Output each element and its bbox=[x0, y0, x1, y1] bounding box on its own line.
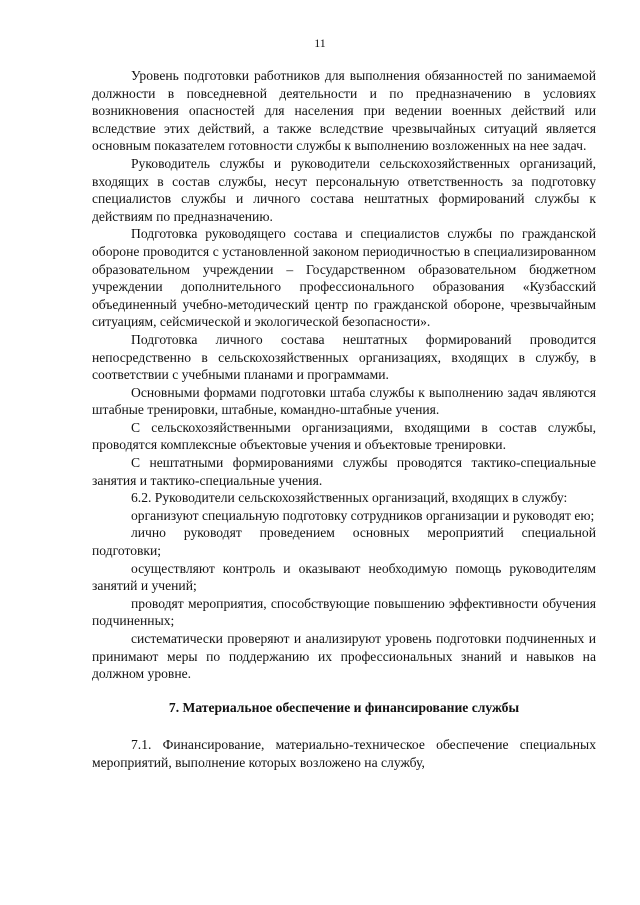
list-item: систематически проверяют и анализируют уровень подготовки подчиненных и принимают меры по поддержанию их профессиональных знаний и навыков на должном уровне. bbox=[92, 631, 596, 682]
section-heading: 7. Материальное обеспечение и финансирование службы bbox=[168, 699, 520, 715]
paragraph: Уровень подготовки работников для выполнения обязанностей по занимаемой должности в повседневной деятельности и по предназначению в условиях возникновения опасностей для населения при ведении военных действий или вследствие этих действий, а также вследствие чрезвычайных ситуаций является основным показателем готовности службы к выполнению возложенных на нее задач. bbox=[92, 68, 596, 154]
document-body bbox=[92, 67, 596, 772]
list-item: лично руководят проведением основных мероприятий специальной подготовки; bbox=[92, 525, 596, 559]
paragraph: 7.1. Финансирование, материально-техническое обеспечение специальных мероприятий, выполнение которых возложено на службу, bbox=[92, 737, 596, 770]
list-item: осуществляют контроль и оказывают необходимую помощь руководителям занятий и учений; bbox=[92, 560, 596, 594]
list-item: проводят мероприятия, способствующие повышению эффективности обучения подчиненных; bbox=[92, 595, 596, 629]
page-number: 11 bbox=[314, 36, 326, 50]
list-item: организуют специальную подготовку сотрудников организации и руководят ею; bbox=[131, 507, 595, 523]
paragraph: 6.2. Руководители сельскохозяйственных организаций, входящих в службу: bbox=[131, 490, 568, 506]
paragraph: Подготовка личного состава нештатных формирований проводится непосредственно в сельскохозяйственных организациях, входящих в службу, в соответствии с учебными планами и программами. bbox=[92, 331, 596, 383]
paragraph: С сельскохозяйственными организациями, входящими в состав службы, проводятся комплексные объектовые учения и объектовые тренировки. bbox=[92, 419, 596, 453]
paragraph: Основными формами подготовки штаба службы к выполнению задач являются штабные тренировки, штабные, командно-штабные учения. bbox=[92, 384, 596, 418]
paragraph: Подготовка руководящего состава и специалистов службы по гражданской обороне проводится с установленной законом периодичностью в специализированном образовательном учреждении – Государственном образовательном бюджетном учреждении дополнительного профессионального образования «Кузбасский объединенный учебно-методический центр по гражданской обороне, чрезвычайным ситуациям, сейсмической и экологической безопасности». bbox=[92, 226, 596, 330]
paragraph: С нештатными формированиями службы проводятся тактико-специальные занятия и тактико-специальные учения. bbox=[92, 455, 596, 488]
paragraph: Руководитель службы и руководители сельскохозяйственных организаций, входящих в состав службы, несут персональную ответственность за подготовку специалистов службы и личного состава нештатных формирований службы к действиям по предназначению. bbox=[92, 155, 596, 224]
